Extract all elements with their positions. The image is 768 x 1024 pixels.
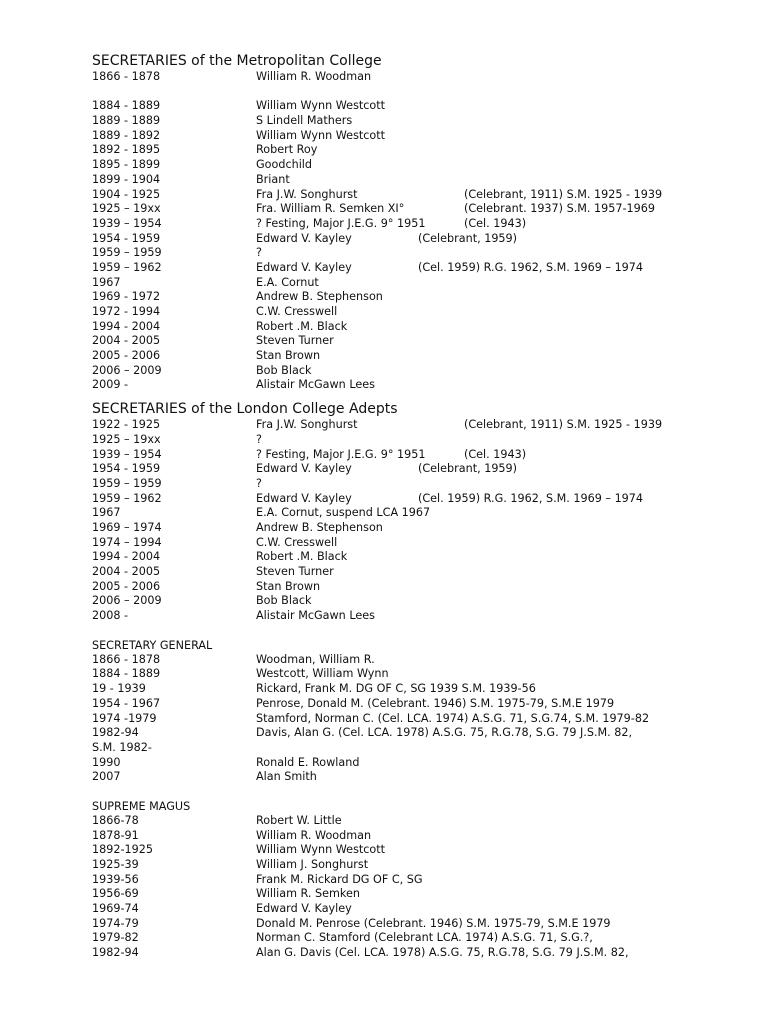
name-cell: Alistair McGawn Lees xyxy=(256,378,375,392)
london-list xyxy=(92,418,732,624)
list-item xyxy=(92,653,732,668)
list-item xyxy=(92,697,732,712)
list-item xyxy=(92,143,732,158)
list-item xyxy=(92,594,732,609)
name-cell: Stan Brown xyxy=(256,579,321,593)
date-cell: 1959 – 1959 xyxy=(92,246,162,260)
date-cell: 1895 - 1899 xyxy=(92,158,161,172)
name-cell: Woodman, William R. xyxy=(256,652,375,666)
list-item xyxy=(92,536,732,551)
name-cell: William R. Woodman xyxy=(256,70,372,83)
date-cell: 1959 – 1959 xyxy=(92,476,162,490)
name-cell: ? xyxy=(256,246,262,260)
date-cell: 1954 - 1959 xyxy=(92,462,161,476)
name-cell: E.A. Cornut xyxy=(256,275,319,289)
list-item xyxy=(92,843,732,858)
date-cell: 2004 - 2005 xyxy=(92,334,161,348)
list-item xyxy=(92,349,732,364)
london-heading: SECRETARIES of the London College Adepts xyxy=(92,401,398,418)
date-cell: 1866-78 xyxy=(92,813,139,827)
note-cell: (Cel. 1943) xyxy=(464,216,527,230)
list-item xyxy=(92,565,732,580)
name-cell: Edward V. Kayley xyxy=(256,902,352,916)
list-item xyxy=(92,188,732,203)
name-cell: Briant xyxy=(256,172,290,186)
date-cell: 2009 - xyxy=(92,378,129,392)
date-cell: 1904 - 1925 xyxy=(92,187,161,201)
list-item xyxy=(92,858,732,873)
list-item xyxy=(92,902,732,917)
note-cell: (Celebrant, 1911) S.M. 1925 - 1939 xyxy=(464,187,663,201)
list-item xyxy=(92,217,732,232)
date-cell: 19 - 1939 xyxy=(92,682,146,696)
name-cell: ? xyxy=(256,432,262,446)
name-cell: Davis, Alan G. (Cel. LCA. 1978) A.S.G. 75, R.G.78, S.G. 79 J.S.M. 82, xyxy=(256,726,633,740)
name-cell: Norman C. Stamford (Celebrant LCA. 1974) A.S.G. 71, S.G.?, xyxy=(256,931,593,945)
list-item xyxy=(92,433,732,448)
date-cell: 1969 – 1974 xyxy=(92,520,162,534)
date-cell: 1979-82 xyxy=(92,931,139,945)
list-item xyxy=(92,609,732,624)
name-cell: C.W. Cresswell xyxy=(256,535,338,549)
name-cell: Frank M. Rickard DG OF C, SG xyxy=(256,872,423,886)
date-cell: 1959 – 1962 xyxy=(92,260,162,274)
name-cell: Stan Brown xyxy=(256,349,321,363)
name-cell: William Wynn Westcott xyxy=(256,843,386,857)
date-cell: 2006 – 2009 xyxy=(92,594,162,608)
secretary-general-list xyxy=(92,653,732,785)
date-cell: 1892-1925 xyxy=(92,843,153,857)
date-cell: 2004 - 2005 xyxy=(92,565,161,578)
list-item xyxy=(92,492,732,507)
date-cell: 2006 – 2009 xyxy=(92,363,162,377)
date-cell: 1884 - 1889 xyxy=(92,99,161,113)
name-cell: Stamford, Norman C. (Cel. LCA. 1974) A.S.G. 71, S.G.74, S.M. 1979-82 xyxy=(256,711,650,725)
supreme-magus-heading: SUPREME MAGUS xyxy=(92,799,191,813)
name-cell: Robert .M. Black xyxy=(256,319,348,333)
list-item xyxy=(92,448,732,463)
list-item xyxy=(92,829,732,844)
date-cell: 1969 - 1972 xyxy=(92,290,161,304)
secretary-general-heading: SECRETARY GENERAL xyxy=(92,638,213,652)
date-cell: 1954 - 1959 xyxy=(92,231,161,245)
supreme-magus-list xyxy=(92,814,732,961)
date-cell: 1974 -1979 xyxy=(92,711,157,725)
list-item xyxy=(92,770,732,785)
date-cell: 1884 - 1889 xyxy=(92,667,161,681)
name-cell: Andrew B. Stephenson xyxy=(256,290,383,304)
list-item xyxy=(92,712,732,727)
metropolitan-list xyxy=(92,70,732,393)
date-cell: 1925 – 19xx xyxy=(92,202,161,216)
name-cell: Bob Black xyxy=(256,363,312,377)
name-cell: Alan Smith xyxy=(256,770,317,784)
list-item xyxy=(92,521,732,536)
list-item xyxy=(92,114,732,129)
date-cell: 1994 - 2004 xyxy=(92,550,161,564)
date-cell: 2005 - 2006 xyxy=(92,349,161,363)
list-item xyxy=(92,290,732,305)
note-cell: (Celebrant, 1959) xyxy=(418,231,518,245)
name-cell: William Wynn Westcott xyxy=(256,99,386,113)
name-cell: C.W. Cresswell xyxy=(256,305,338,318)
name-cell: Edward V. Kayley xyxy=(256,260,352,274)
list-item xyxy=(92,580,732,595)
note-cell: (Celebrant. 1937) S.M. 1957-1969 xyxy=(464,202,655,216)
date-cell: S.M. 1982- xyxy=(92,740,152,754)
date-cell: 1878-91 xyxy=(92,828,139,842)
name-cell: Fra J.W. Songhurst xyxy=(256,418,358,432)
list-item xyxy=(92,70,732,85)
date-cell: 2007 xyxy=(92,770,121,784)
date-cell: 1956-69 xyxy=(92,887,139,901)
list-item xyxy=(92,814,732,829)
list-item xyxy=(92,682,732,697)
note-cell: (Cel. 1959) R.G. 1962, S.M. 1969 – 1974 xyxy=(418,260,644,274)
note-cell: (Celebrant, 1911) S.M. 1925 - 1939 xyxy=(464,418,663,432)
list-item xyxy=(92,232,732,247)
date-cell: 1990 xyxy=(92,755,121,769)
list-item xyxy=(92,320,732,335)
name-cell: William R. Woodman xyxy=(256,828,372,842)
list-item xyxy=(92,726,732,741)
name-cell: Ronald E. Rowland xyxy=(256,755,360,769)
date-cell: 1892 - 1895 xyxy=(92,143,161,157)
name-cell: Donald M. Penrose (Celebrant. 1946) S.M. 1975-79, S.M.E 1979 xyxy=(256,916,611,930)
list-item xyxy=(92,418,732,433)
list-item xyxy=(92,158,732,173)
date-cell: 1994 - 2004 xyxy=(92,319,161,333)
name-cell: Bob Black xyxy=(256,594,312,608)
date-cell: 1925 – 19xx xyxy=(92,432,161,446)
list-item xyxy=(92,506,732,521)
list-item xyxy=(92,931,732,946)
name-cell: William R. Semken xyxy=(256,887,360,901)
name-cell: William Wynn Westcott xyxy=(256,128,386,142)
list-item xyxy=(92,887,732,902)
document-page xyxy=(92,52,732,961)
name-cell: Rickard, Frank M. DG OF C, SG 1939 S.M. 1939-56 xyxy=(256,682,536,696)
name-cell: Edward V. Kayley xyxy=(256,231,352,245)
list-item xyxy=(92,99,732,114)
name-cell: Goodchild xyxy=(256,158,313,172)
name-cell: S Lindell Mathers xyxy=(256,114,353,128)
name-cell: Steven Turner xyxy=(256,334,334,348)
date-cell: 1866 - 1878 xyxy=(92,652,161,666)
date-cell: 1889 - 1889 xyxy=(92,114,161,128)
list-item xyxy=(92,334,732,349)
date-cell: 1982-94 xyxy=(92,946,139,960)
name-cell: Alistair McGawn Lees xyxy=(256,609,375,623)
note-cell: (Cel. 1959) R.G. 1962, S.M. 1969 – 1974 xyxy=(418,491,644,505)
date-cell: 1899 - 1904 xyxy=(92,172,161,186)
name-cell: Andrew B. Stephenson xyxy=(256,520,383,534)
name-cell: ? Festing, Major J.E.G. 9° 1951 xyxy=(256,216,426,230)
date-cell: 1974 – 1994 xyxy=(92,535,162,549)
name-cell: Fra. William R. Semken XI° xyxy=(256,202,405,216)
name-cell: ? xyxy=(256,476,262,490)
date-cell: 1967 xyxy=(92,506,121,520)
date-cell: 1972 - 1994 xyxy=(92,305,161,318)
name-cell: ? Festing, Major J.E.G. 9° 1951 xyxy=(256,447,426,461)
date-cell: 1954 - 1967 xyxy=(92,696,161,710)
name-cell: Penrose, Donald M. (Celebrant. 1946) S.M. 1975-79, S.M.E 1979 xyxy=(256,696,615,710)
name-cell: E.A. Cornut, suspend LCA 1967 xyxy=(256,506,431,520)
date-cell: 1939-56 xyxy=(92,872,139,886)
list-item xyxy=(92,917,732,932)
date-cell: 1939 – 1954 xyxy=(92,447,162,461)
date-cell: 2005 - 2006 xyxy=(92,579,161,593)
name-cell: Robert .M. Black xyxy=(256,550,348,564)
date-cell: 1939 – 1954 xyxy=(92,216,162,230)
list-item xyxy=(92,246,732,261)
name-cell: Alan G. Davis (Cel. LCA. 1978) A.S.G. 75, R.G.78, S.G. 79 J.S.M. 82, xyxy=(256,946,629,960)
date-cell: 1967 xyxy=(92,275,121,289)
list-item xyxy=(92,202,732,217)
list-item xyxy=(92,129,732,144)
list-item xyxy=(92,946,732,961)
name-cell: Edward V. Kayley xyxy=(256,491,352,505)
name-cell: Steven Turner xyxy=(256,565,334,578)
list-item xyxy=(92,173,732,188)
date-cell: 1969-74 xyxy=(92,902,139,916)
date-cell: 1866 - 1878 xyxy=(92,70,161,83)
name-cell: Edward V. Kayley xyxy=(256,462,352,476)
list-item xyxy=(92,477,732,492)
name-cell: Fra J.W. Songhurst xyxy=(256,187,358,201)
note-cell: (Celebrant, 1959) xyxy=(418,462,518,476)
list-item xyxy=(92,378,732,393)
list-item xyxy=(92,741,732,756)
date-cell: 1982-94 xyxy=(92,726,139,740)
date-cell: 2008 - xyxy=(92,609,129,623)
name-cell: Westcott, William Wynn xyxy=(256,667,389,681)
date-cell: 1959 – 1962 xyxy=(92,491,162,505)
note-cell: (Cel. 1943) xyxy=(464,447,527,461)
name-cell: William J. Songhurst xyxy=(256,858,369,871)
list-item xyxy=(92,550,732,565)
list-item xyxy=(92,261,732,276)
date-cell: 1925-39 xyxy=(92,858,139,871)
list-item xyxy=(92,756,732,771)
metropolitan-heading: SECRETARIES of the Metropolitan College xyxy=(92,53,382,69)
list-item xyxy=(92,85,732,100)
date-cell: 1974-79 xyxy=(92,916,139,930)
list-item xyxy=(92,305,732,320)
list-item xyxy=(92,276,732,291)
list-item xyxy=(92,873,732,888)
date-cell: 1889 - 1892 xyxy=(92,128,161,142)
list-item xyxy=(92,462,732,477)
name-cell: Robert Roy xyxy=(256,143,318,157)
list-item xyxy=(92,667,732,682)
date-cell: 1922 - 1925 xyxy=(92,418,161,432)
list-item xyxy=(92,364,732,379)
name-cell: Robert W. Little xyxy=(256,813,342,827)
